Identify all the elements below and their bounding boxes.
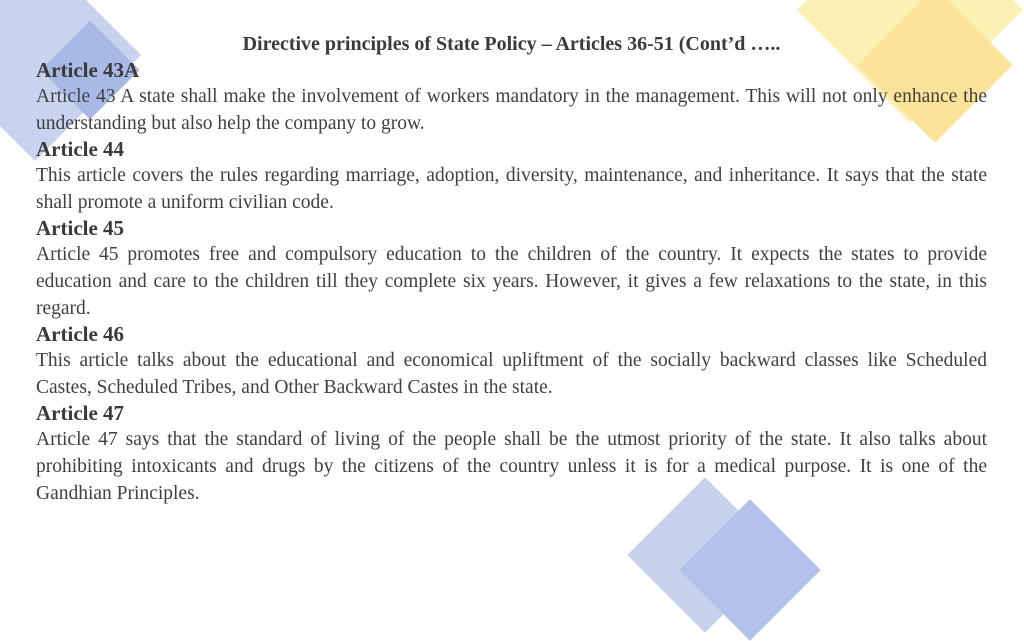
article-title: Article 44 <box>36 137 125 161</box>
article-title: Article 45 <box>36 216 125 240</box>
article-body: This article talks about the educational and economical upliftment of the socially backward classes like Scheduled Castes, Scheduled Tribes, and Other Backward Castes in the state. <box>36 350 987 398</box>
article-title: Article 46 <box>36 322 125 346</box>
article-title: Article 47 <box>36 401 125 425</box>
slide-heading: Directive principles of State Policy – Articles 36-51 (Cont’d ….. <box>242 33 781 55</box>
article-body: This article covers the rules regarding marriage, adoption, diversity, maintenance, and inheritance. It says that the state shall promote a uniform civilian code. <box>36 165 987 213</box>
article-body: Article 45 promotes free and compulsory education to the children of the country. It expects the states to provide education and care to the children till they complete six years. However, it gives a few relaxations to the state, in this regard. <box>36 244 987 319</box>
article-title: Article 43A <box>36 58 140 82</box>
article-body: Article 47 says that the standard of living of the people shall be the utmost priority of the state. It also talks about prohibiting intoxicants and drugs by the citizens of the country unless it is for a medical purpose. It is one of the Gandhian Principles. <box>36 429 987 504</box>
article-body: Article 43 A state shall make the involvement of workers mandatory in the management. This will not only enhance the understanding but also help the company to grow. <box>36 86 987 134</box>
slide-content <box>36 30 987 507</box>
